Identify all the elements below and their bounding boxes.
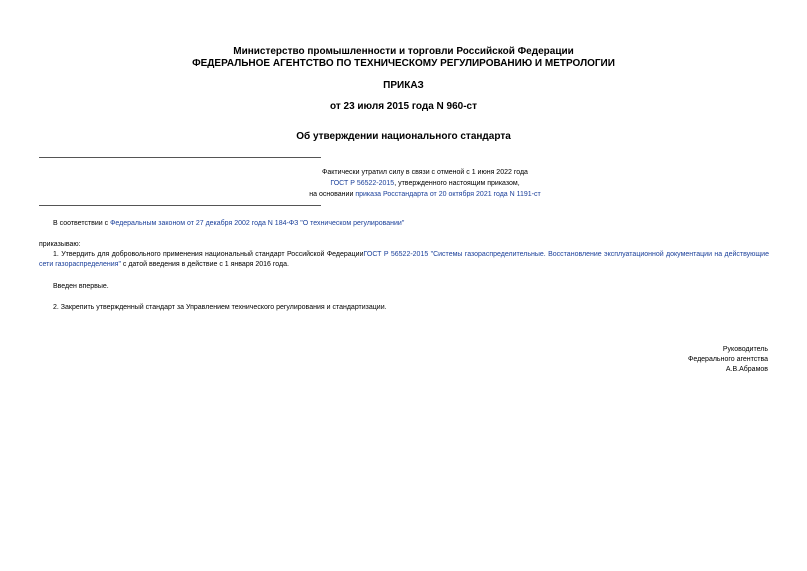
doc-type: ПРИКАЗ xyxy=(383,80,424,91)
intro-paragraph xyxy=(53,219,773,229)
status-note-line3-text: на основании xyxy=(309,191,356,198)
item-2: 2. Закрепить утвержденный стандарт за Управлением технического регулирования и стандартизации. xyxy=(53,304,387,311)
item-1-text: 1. Утвердить для добровольного применения национальный стандарт Российской Федерации xyxy=(53,251,364,258)
orders-text: приказываю: xyxy=(39,241,81,248)
status-note-line1: Фактически утратил силу в связи с отменой с 1 июня 2022 года xyxy=(322,169,528,176)
rosstandart-order-link[interactable]: приказа Росстандарта от 20 октября 2021 года N 1191-ст xyxy=(355,191,541,198)
item-1 xyxy=(39,250,769,270)
agency-title: ФЕДЕРАЛЬНОЕ АГЕНТСТВО ПО ТЕХНИЧЕСКОМУ РЕГУЛИРОВАНИЮ И МЕТРОЛОГИИ xyxy=(192,58,615,69)
status-note-line2-text: , утвержденного настоящим приказом, xyxy=(394,180,520,187)
doc-subject: Об утверждении национального стандарта xyxy=(296,131,511,142)
status-note-line2 xyxy=(180,178,670,189)
ministry-title: Министерство промышленности и торговли Российской Федерации xyxy=(233,46,574,57)
intro-text: В соответствии с xyxy=(53,220,111,227)
gost-link[interactable]: ГОСТ Р 56522-2015 xyxy=(330,180,395,187)
divider-bottom xyxy=(39,205,321,206)
status-note-line3 xyxy=(180,189,670,200)
signature-title: Руководитель xyxy=(722,346,768,353)
signature-name: А.В.Абрамов xyxy=(725,366,768,373)
divider-top xyxy=(39,157,321,158)
item-1-suffix: с датой введения в действие с 1 января 2016 года. xyxy=(120,261,289,268)
gost-standard-link[interactable]: ГОСТ Р 56522-2015 "Системы газораспределительные. Восстановление эксплуатационной документации на действующие сети газораспределения" xyxy=(39,251,769,268)
signature-agency: Федерального агентства xyxy=(688,356,768,363)
federal-law-link[interactable]: Федеральным законом от 27 декабря 2002 года N 184-ФЗ "О техническом регулировании" xyxy=(110,220,405,227)
introduced-text: Введен впервые. xyxy=(53,283,109,290)
doc-date-number: от 23 июля 2015 года N 960-ст xyxy=(329,101,478,112)
